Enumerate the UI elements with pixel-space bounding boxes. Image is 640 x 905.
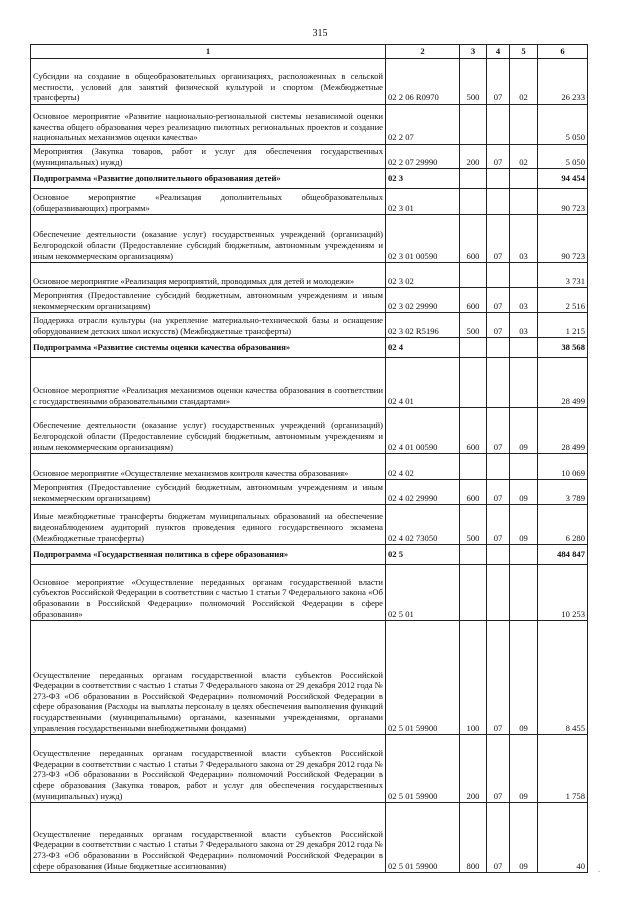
row-subsection: 03 <box>510 313 538 338</box>
row-code: 02 3 01 <box>386 189 460 215</box>
row-name: Обеспечение деятельности (оказание услуг) государственных учреждений (организаций) Белгородской области (Предоставление субсидий бюджетным, автономным учреждениям и иным некоммерческим организациям) <box>31 215 386 263</box>
row-subsection <box>510 338 538 358</box>
row-expense-type <box>460 545 487 565</box>
row-expense-type <box>460 358 487 408</box>
row-section: 07 <box>487 145 510 169</box>
row-subsection <box>510 189 538 215</box>
row-name: Мероприятия (Предоставление субсидий бюджетным, автономным учреждениям и иным некоммерческим организациям) <box>31 288 386 313</box>
row-code: 02 4 01 <box>386 358 460 408</box>
table-row <box>31 545 588 565</box>
row-subsection: 03 <box>510 215 538 263</box>
row-expense-type: 100 <box>460 621 487 735</box>
row-section: 07 <box>487 215 510 263</box>
row-amount: 8 455 <box>538 621 588 735</box>
row-section <box>487 263 510 288</box>
row-amount: 2 516 <box>538 288 588 313</box>
row-code: 02 5 01 59900 <box>386 803 460 873</box>
row-subsection: 03 <box>510 288 538 313</box>
table-row <box>31 338 588 358</box>
row-subsection <box>510 358 538 408</box>
row-name: Подпрограмма «Развитие системы оценки качества образования» <box>31 338 386 358</box>
table-row <box>31 145 588 169</box>
row-name: Субсидии на создание в общеобразовательных организациях, расположенных в сельской местности, условий для занятий физической культурой и спортом (Межбюджетные трансферты) <box>31 59 386 105</box>
row-subsection <box>510 565 538 621</box>
row-expense-type: 200 <box>460 145 487 169</box>
table-header-row <box>31 45 588 59</box>
row-subsection: 09 <box>510 505 538 545</box>
page-number: 315 <box>312 28 328 39</box>
row-amount: 38 568 <box>538 338 588 358</box>
row-amount: 3 789 <box>538 480 588 505</box>
table-row <box>31 105 588 145</box>
header-col-2: 2 <box>386 45 460 59</box>
header-col-3: 3 <box>460 45 487 59</box>
row-section <box>487 105 510 145</box>
row-code: 02 4 02 73050 <box>386 505 460 545</box>
table-row <box>31 480 588 505</box>
table-row <box>31 358 588 408</box>
row-expense-type: 200 <box>460 735 487 803</box>
row-name: Осуществление переданных органам государственной власти субъектов Российской Федерации в соответствии с частью 1 статьи 7 Федерального закона от 29 декабря 2012 года № 273-ФЗ «Об образовании в Российской Федерации» полномочий Российской Федерации в сфере образования (Иные бюджетные ассигнования) <box>31 803 386 873</box>
row-code: 02 3 02 29990 <box>386 288 460 313</box>
row-code: 02 2 06 R0970 <box>386 59 460 105</box>
row-subsection <box>510 105 538 145</box>
row-section: 07 <box>487 288 510 313</box>
row-expense-type: 600 <box>460 480 487 505</box>
table-row <box>31 454 588 480</box>
row-code: 02 3 02 <box>386 263 460 288</box>
row-section: 07 <box>487 408 510 454</box>
row-section <box>487 169 510 189</box>
budget-table <box>30 44 588 873</box>
row-code: 02 2 07 29990 <box>386 145 460 169</box>
row-name: Подпрограмма «Государственная политика в сфере образования» <box>31 545 386 565</box>
row-amount: 10 253 <box>538 565 588 621</box>
row-code: 02 3 02 R5196 <box>386 313 460 338</box>
header-col-4: 4 <box>487 45 510 59</box>
row-code: 02 2 07 <box>386 105 460 145</box>
row-name: Основное мероприятие «Осуществление переданных органам государственной власти субъектов Российской Федерации в соответствии с частью 1 статьи 7 Федерального закона «Об образовании в Российской Федерации» полномочий Российской Федерации в сфере образования» <box>31 565 386 621</box>
row-amount: 90 723 <box>538 189 588 215</box>
row-subsection: 09 <box>510 621 538 735</box>
row-section: 07 <box>487 480 510 505</box>
row-expense-type: 500 <box>460 59 487 105</box>
row-expense-type <box>460 189 487 215</box>
row-amount: 1 758 <box>538 735 588 803</box>
row-code: 02 5 01 <box>386 565 460 621</box>
row-amount: 5 050 <box>538 145 588 169</box>
table-row <box>31 505 588 545</box>
row-code: 02 5 <box>386 545 460 565</box>
row-name: Поддержка отрасли культуры (на укрепление материально-технической базы и оснащение оборудованием детских школ искусств) (Межбюджетные трансферты) <box>31 313 386 338</box>
row-expense-type: 800 <box>460 803 487 873</box>
row-code: 02 4 <box>386 338 460 358</box>
row-expense-type <box>460 263 487 288</box>
table-row <box>31 565 588 621</box>
header-col-5: 5 <box>510 45 538 59</box>
row-code: 02 3 <box>386 169 460 189</box>
row-amount: 40 <box>538 803 588 873</box>
row-subsection: 09 <box>510 408 538 454</box>
row-code: 02 4 01 00590 <box>386 408 460 454</box>
row-expense-type: 600 <box>460 215 487 263</box>
table-row <box>31 59 588 105</box>
row-name: Обеспечение деятельности (оказание услуг) государственных учреждений (организаций) Белгородской области (Предоставление субсидий бюджетным, автономным учреждениям и иным некоммерческим организациям) <box>31 408 386 454</box>
row-subsection: 02 <box>510 59 538 105</box>
row-subsection <box>510 454 538 480</box>
row-amount: 6 280 <box>538 505 588 545</box>
row-subsection: 09 <box>510 735 538 803</box>
row-name: Мероприятия (Предоставление субсидий бюджетным, автономным учреждениям и иным некоммерческим организациям) <box>31 480 386 505</box>
table-row <box>31 169 588 189</box>
row-name: Подпрограмма «Развитие дополнительного образования детей» <box>31 169 386 189</box>
header-col-6: 6 <box>538 45 588 59</box>
row-section <box>487 338 510 358</box>
row-section <box>487 189 510 215</box>
row-expense-type <box>460 565 487 621</box>
row-subsection: 09 <box>510 803 538 873</box>
row-expense-type: 500 <box>460 313 487 338</box>
row-amount: 484 847 <box>538 545 588 565</box>
row-name: Основное мероприятие «Осуществление механизмов контроля качества образования» <box>31 454 386 480</box>
row-amount: 5 050 <box>538 105 588 145</box>
row-code: 02 5 01 59900 <box>386 621 460 735</box>
row-expense-type: 500 <box>460 505 487 545</box>
row-amount: 28 499 <box>538 358 588 408</box>
row-section: 07 <box>487 621 510 735</box>
row-section: 07 <box>487 803 510 873</box>
row-name: Осуществление переданных органам государственной власти субъектов Российской Федерации в соответствии с частью 1 статьи 7 Федерального закона от 29 декабря 2012 года № 273-ФЗ «Об образовании в Российской Федерации» полномочий Российской Федерации в сфере образования (Закупка товаров, работ и услуг для обеспечения государственных (муниципальных) нужд) <box>31 735 386 803</box>
row-name: Основное мероприятие «Реализация дополнительных общеобразовательных (общеразвивающих) программ» <box>31 189 386 215</box>
table-row <box>31 313 588 338</box>
table-row <box>31 288 588 313</box>
row-amount: 94 454 <box>538 169 588 189</box>
row-section <box>487 454 510 480</box>
row-code: 02 4 02 <box>386 454 460 480</box>
row-subsection <box>510 169 538 189</box>
table-row <box>31 803 588 873</box>
row-subsection <box>510 545 538 565</box>
row-section <box>487 545 510 565</box>
row-expense-type: 600 <box>460 408 487 454</box>
row-amount: 3 731 <box>538 263 588 288</box>
header-col-1: 1 <box>31 45 386 59</box>
row-name: Основное мероприятие «Реализация механизмов оценки качества образования в соответствии с государственными образовательными стандартами» <box>31 358 386 408</box>
row-expense-type <box>460 169 487 189</box>
row-subsection <box>510 263 538 288</box>
row-subsection: 02 <box>510 145 538 169</box>
row-expense-type <box>460 105 487 145</box>
row-amount: 10 069 <box>538 454 588 480</box>
table-row <box>31 263 588 288</box>
row-expense-type <box>460 338 487 358</box>
row-name: Мероприятия (Закупка товаров, работ и услуг для обеспечения государственных (муниципальных) нужд) <box>31 145 386 169</box>
row-name: Иные межбюджетные трансферты бюджетам муниципальных образований на обеспечение видеонаблюдением аудиторий пунктов проведения единого государственного экзамена (Межбюджетные трансферты) <box>31 505 386 545</box>
row-section: 07 <box>487 735 510 803</box>
row-expense-type: 600 <box>460 288 487 313</box>
row-section <box>487 358 510 408</box>
row-amount: 90 723 <box>538 215 588 263</box>
row-name: Основное мероприятие «Развитие национально-региональной системы независимой оценки качества общего образования через реализацию пилотных региональных проектов и создание национальных механизмов оценки качества» <box>31 105 386 145</box>
row-code: 02 3 01 00590 <box>386 215 460 263</box>
row-section: 07 <box>487 505 510 545</box>
table-row <box>31 215 588 263</box>
row-amount: 1 215 <box>538 313 588 338</box>
table-row <box>31 735 588 803</box>
row-code: 02 5 01 59900 <box>386 735 460 803</box>
row-code: 02 4 02 29990 <box>386 480 460 505</box>
row-subsection: 09 <box>510 480 538 505</box>
row-section: 07 <box>487 59 510 105</box>
row-section: 07 <box>487 313 510 338</box>
margin-mark: . <box>598 864 601 874</box>
table-row <box>31 621 588 735</box>
row-name: Осуществление переданных органам государственной власти субъектов Российской Федерации в соответствии с частью 1 статьи 7 Федерального закона от 29 декабря 2012 года № 273-ФЗ «Об образовании в Российской Федерации» полномочий Российской Федерации в сфере образования (Расходы на выплаты персоналу в целях обеспечения выполнения функций государственными (муниципальными) органами, казенными учреждениями, органами управления государственными внебюджетными фондами) <box>31 621 386 735</box>
row-name: Основное мероприятие «Реализация мероприятий, проводимых для детей и молодежи» <box>31 263 386 288</box>
row-expense-type <box>460 454 487 480</box>
row-section <box>487 565 510 621</box>
table-row <box>31 408 588 454</box>
row-amount: 26 233 <box>538 59 588 105</box>
table-row <box>31 189 588 215</box>
row-amount: 28 499 <box>538 408 588 454</box>
